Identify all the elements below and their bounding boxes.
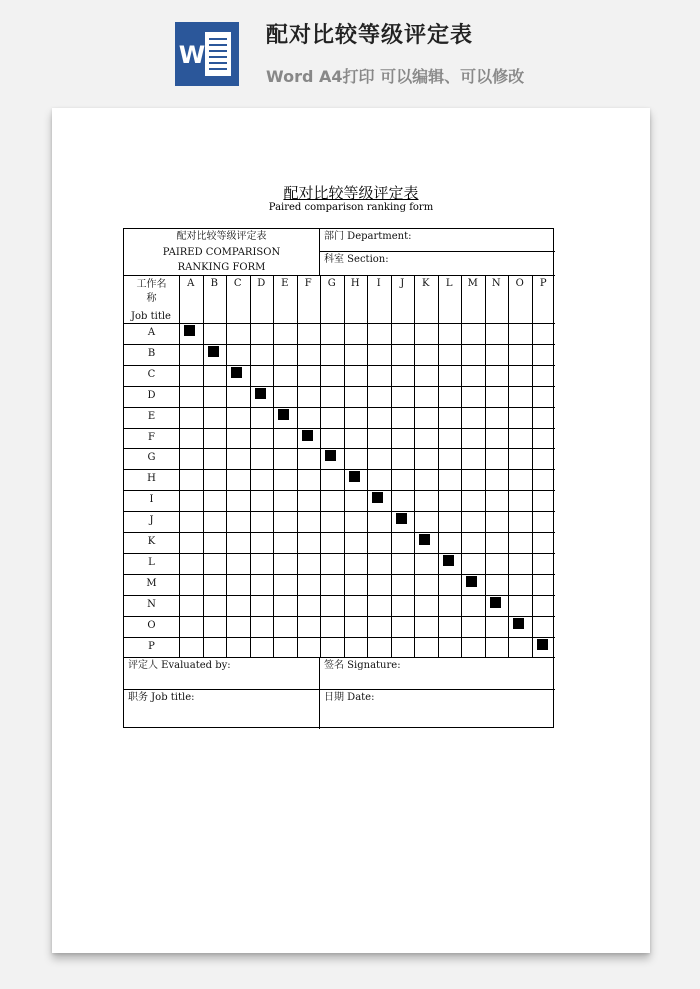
grid-hline <box>124 407 555 408</box>
grid-hline <box>124 595 555 596</box>
section-label: 科室 Section: <box>324 254 389 265</box>
grid-vline <box>508 275 509 657</box>
grid-vline <box>367 275 368 657</box>
header-subtitle: Word A4打印 可以编辑、可以修改 <box>266 67 525 86</box>
column-header-d: D <box>257 278 266 289</box>
column-header-e: E <box>281 278 289 289</box>
header-title: 配对比较等级评定表 <box>266 23 474 48</box>
form-heading-cn: 配对比较等级评定表 <box>176 231 267 242</box>
column-header-n: N <box>491 278 501 289</box>
grid-vline <box>250 275 251 657</box>
job-title-en: Job title <box>131 311 171 322</box>
grid-vline <box>344 275 345 657</box>
diagonal-mark-n <box>490 597 501 608</box>
diagonal-mark-m <box>466 576 477 587</box>
row-header-o: O <box>147 619 156 631</box>
column-header-l: L <box>445 278 453 289</box>
grid-hline <box>124 657 555 658</box>
grid-vline <box>461 275 462 657</box>
job-title-cn-line1: 工作名 <box>136 279 167 290</box>
diagonal-mark-k <box>419 534 430 545</box>
grid-vline <box>485 275 486 657</box>
job-title-label: 职务 Job title: <box>128 692 195 703</box>
grid-hline <box>124 490 555 491</box>
row-header-f: F <box>148 431 155 443</box>
grid-hline <box>124 532 555 533</box>
page-header <box>0 0 700 100</box>
document-subtitle: Paired comparison ranking form <box>268 202 434 213</box>
column-header-a: A <box>187 278 195 289</box>
row-header-l: L <box>148 556 155 568</box>
document-title: 配对比较等级评定表 <box>283 184 419 202</box>
grid-hline <box>124 365 555 366</box>
diagonal-mark-i <box>372 492 383 503</box>
document-page <box>52 108 650 953</box>
diagonal-mark-c <box>231 367 242 378</box>
grid-hline <box>124 428 555 429</box>
evaluated-by-label: 评定人 Evaluated by: <box>128 660 231 671</box>
form-heading-en-line2: RANKING FORM <box>177 262 266 273</box>
grid-hline <box>124 574 555 575</box>
row-header-n: N <box>147 598 156 610</box>
job-title-cn-line2: 称 <box>146 293 157 304</box>
grid-vline <box>226 275 227 657</box>
row-header-c: C <box>147 368 156 380</box>
row-header-i: I <box>149 494 154 506</box>
grid-hline <box>124 616 555 617</box>
diagonal-mark-p <box>537 639 548 650</box>
grid-hline <box>124 637 555 638</box>
grid-hline <box>124 553 555 554</box>
word-icon-letter: W <box>178 41 206 69</box>
diagonal-mark-b <box>208 346 219 357</box>
diagonal-mark-g <box>325 450 336 461</box>
form-heading-en-line1: PAIRED COMPARISON <box>162 247 281 258</box>
grid-vline <box>297 275 298 657</box>
diagonal-mark-j <box>396 513 407 524</box>
ranking-form-table <box>123 228 554 728</box>
grid-vline <box>203 275 204 657</box>
grid-vline <box>532 275 533 657</box>
row-header-g: G <box>147 452 156 464</box>
department-label: 部门 Department: <box>324 231 412 242</box>
diagonal-mark-h <box>349 471 360 482</box>
grid-vline <box>179 275 180 657</box>
row-header-k: K <box>147 536 156 547</box>
grid-vline <box>273 275 274 657</box>
column-header-k: K <box>422 278 430 289</box>
row-header-h: H <box>147 473 156 485</box>
diagonal-mark-a <box>184 325 195 336</box>
row-header-e: E <box>147 410 156 422</box>
signature-label: 签名 Signature: <box>324 660 401 671</box>
diagonal-mark-e <box>278 409 289 420</box>
column-header-f: F <box>304 278 312 289</box>
column-header-i: I <box>376 278 381 289</box>
column-header-o: O <box>515 278 524 289</box>
grid-hline <box>124 386 555 387</box>
header-bottom-line <box>124 275 555 276</box>
column-header-c: C <box>233 278 242 289</box>
header-divider <box>319 229 320 275</box>
row-header-j: J <box>149 515 154 527</box>
grid-vline <box>391 275 392 657</box>
footer-divider <box>319 657 320 729</box>
department-section-divider <box>319 251 555 252</box>
column-header-p: P <box>539 278 547 289</box>
grid-vline <box>414 275 415 657</box>
grid-vline <box>320 275 321 657</box>
diagonal-mark-f <box>302 430 313 441</box>
diagonal-mark-l <box>443 555 454 566</box>
row-header-m: M <box>146 577 157 589</box>
diagonal-mark-d <box>255 388 266 399</box>
column-header-b: B <box>210 278 218 289</box>
row-header-p: P <box>148 640 155 652</box>
row-header-b: B <box>147 347 156 359</box>
grid-hline <box>124 511 555 512</box>
word-document-icon <box>175 22 239 86</box>
grid-hline <box>124 344 555 345</box>
grid-hline <box>124 469 555 470</box>
row-header-d: D <box>147 389 156 401</box>
row-header-a: A <box>147 327 156 338</box>
date-label: 日期 Date: <box>324 692 375 703</box>
diagonal-mark-o <box>513 618 524 629</box>
grid-hline <box>124 323 555 324</box>
column-header-j: J <box>400 278 405 289</box>
grid-hline <box>124 448 555 449</box>
grid-vline <box>438 275 439 657</box>
footer-mid-line <box>124 689 555 690</box>
column-header-m: M <box>467 278 478 289</box>
column-header-h: H <box>350 278 360 289</box>
column-header-g: G <box>327 278 336 289</box>
